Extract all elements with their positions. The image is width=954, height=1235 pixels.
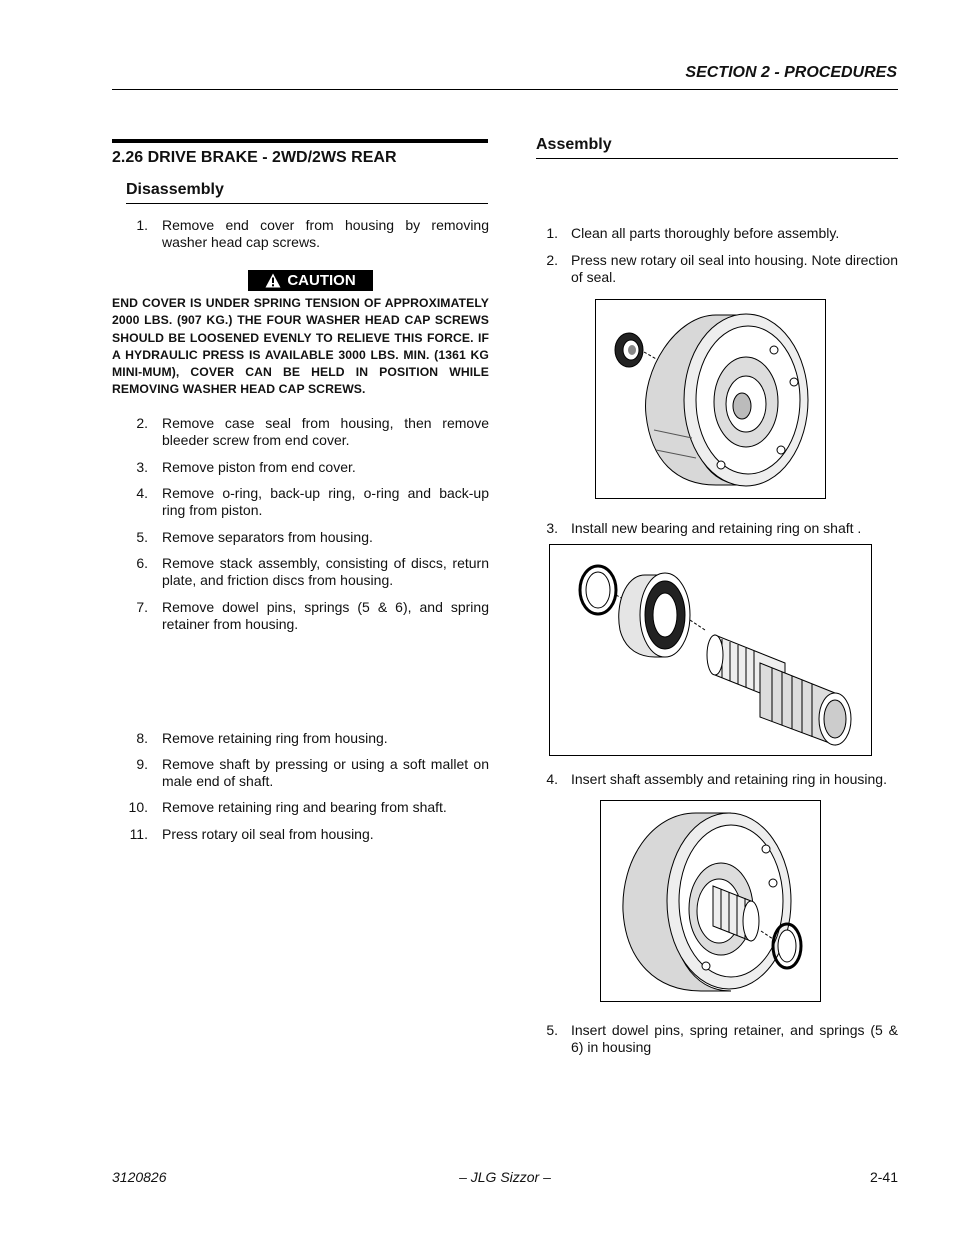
housing-illustration <box>596 300 825 498</box>
warning-icon <box>265 273 281 288</box>
steps-b <box>112 415 489 633</box>
list-item: 2. Press new rotary oil seal into housing. Note direction of seal. <box>546 252 898 285</box>
list-item: 6. Remove stack assembly, consisting of discs, return plate, and friction discs from housing. <box>136 555 489 588</box>
list-item: 7. Remove dowel pins, springs (5 & 6), and spring retainer from housing. <box>136 599 489 632</box>
list-item: 5. Insert dowel pins, spring retainer, and springs (5 & 6) in housing <box>546 1022 898 1055</box>
list-item: 10. Remove retaining ring and bearing from shaft. <box>128 799 447 815</box>
steps-a <box>112 217 489 251</box>
list-item: 8. Remove retaining ring from housing. <box>136 730 388 746</box>
assembly-steps-1-2 <box>536 225 898 286</box>
caution-banner <box>248 270 373 291</box>
caution-label: CAUTION <box>287 272 356 289</box>
section-header: SECTION 2 - PROCEDURES <box>685 64 897 81</box>
steps-c <box>112 730 489 843</box>
list-item: 9. Remove shaft by pressing or using a soft mallet on male end of shaft. <box>136 756 489 789</box>
shaft-housing-figure <box>600 800 821 1002</box>
list-item: 1. Remove end cover from housing by removing washer head cap screws. <box>136 217 489 250</box>
shaft-bearing-figure <box>549 544 872 756</box>
footer-page-number: 2-41 <box>869 1169 898 1185</box>
caution-text: END COVER IS UNDER SPRING TENSION OF APPROXIMATELY 2000 LBS. (907 KG.) THE FOUR WASHER HEAD CAP SCREWS SHOULD BE LOOSENED EVENLY TO RELIEVE THIS FORCE. IF A HYDRAULIC PRESS IS AVAILABLE 3000 LBS. MIN. (1361 KG MINI-MUM), COVER CAN BE HELD IN POSITION WHILE REMOVING WASHER HEAD CAP SCREWS. <box>112 296 489 397</box>
list-item: 3. Install new bearing and retaining ring on shaft . <box>546 520 862 536</box>
list-item: 1. Clean all parts thoroughly before assembly. <box>546 225 840 241</box>
disassembly-heading: Disassembly <box>126 181 224 198</box>
list-item: 5. Remove separators from housing. <box>136 529 373 545</box>
disassembly-rule <box>126 203 488 204</box>
footer-title: – JLG Sizzor – <box>459 1169 551 1185</box>
assembly-rule <box>536 158 898 159</box>
footer-doc-number: 3120826 <box>112 1169 167 1185</box>
list-item: 2. Remove case seal from housing, then remove bleeder screw from end cover. <box>136 415 489 448</box>
shaft-housing-illustration <box>601 801 820 1001</box>
list-item: 4. Insert shaft assembly and retaining ring in housing. <box>546 771 887 787</box>
list-item: 4. Remove o-ring, back-up ring, o-ring and back-up ring from piston. <box>136 485 489 518</box>
housing-seal-figure <box>595 299 826 499</box>
list-item: 3. Remove piston from end cover. <box>136 459 356 475</box>
shaft-bearing-illustration <box>550 545 871 755</box>
list-item: 11. Press rotary oil seal from housing. <box>129 826 374 842</box>
header-rule <box>112 89 898 90</box>
assembly-heading: Assembly <box>536 136 612 153</box>
section-title: 2.26 DRIVE BRAKE - 2WD/2WS REAR <box>112 139 488 167</box>
